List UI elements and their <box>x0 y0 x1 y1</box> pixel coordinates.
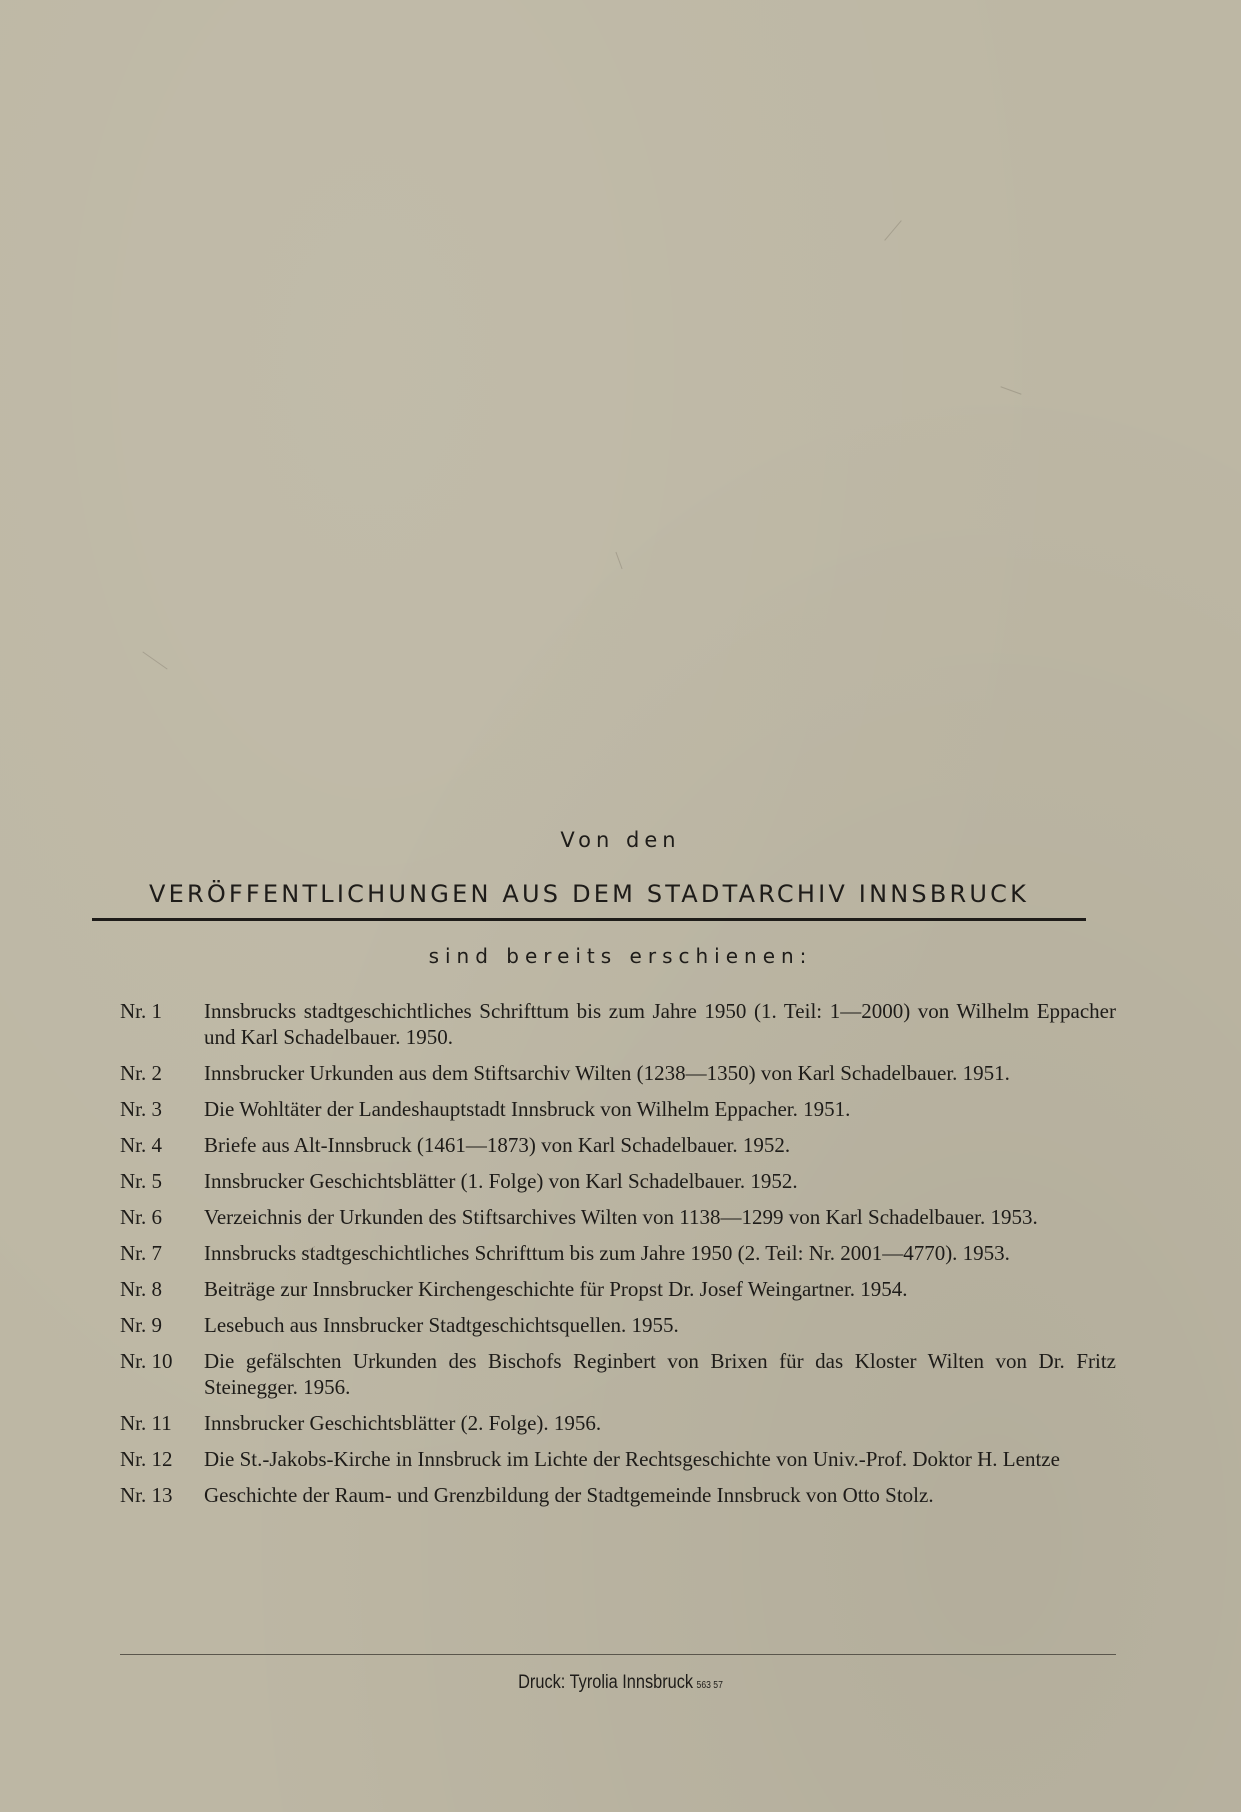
publication-item <box>120 1132 1116 1158</box>
paper-fiber <box>142 651 167 669</box>
paper-fiber <box>615 552 622 569</box>
publication-item <box>120 1204 1116 1230</box>
publication-number: Nr. 11 <box>120 1411 172 1435</box>
footer-divider <box>120 1654 1116 1655</box>
publication-item <box>120 1096 1116 1122</box>
publication-number: Nr. 4 <box>120 1133 162 1157</box>
publication-number: Nr. 3 <box>120 1097 162 1121</box>
subtitle-text: sind bereits erschienen: <box>428 944 813 968</box>
publication-number: Nr. 9 <box>120 1313 162 1337</box>
paper-fiber <box>884 220 901 241</box>
publication-number: Nr. 13 <box>120 1483 173 1507</box>
publication-number: Nr. 2 <box>120 1061 162 1085</box>
publication-title: Beiträge zur Innsbrucker Kirchengeschichte für Propst Dr. Josef Weingartner. 1954. <box>204 1277 908 1301</box>
publication-item <box>120 1410 1116 1436</box>
publication-number: Nr. 1 <box>120 999 162 1023</box>
publication-title: Geschichte der Raum- und Grenzbildung der Stadtgemeinde Innsbruck von Otto Stolz. <box>204 1483 934 1507</box>
publication-title: Verzeichnis der Urkunden des Stiftsarchives Wilten von 1138—1299 von Karl Schadelbauer. 1953. <box>204 1205 1038 1229</box>
publication-title: Die St.-Jakobs-Kirche in Innsbruck im Lichte der Rechtsgeschichte von Univ.-Prof. Doktor H. Lentze <box>204 1447 1060 1471</box>
publication-item <box>120 1276 1116 1302</box>
publication-title: Die Wohltäter der Landeshauptstadt Innsbruck von Wilhelm Eppacher. 1951. <box>204 1097 851 1121</box>
publication-title: Die gefälschten Urkunden des Bischofs Reginbert von Brixen für das Kloster Wilten von Dr. Fritz Steinegger. 1956. <box>204 1349 1116 1399</box>
publication-title: Briefe aus Alt-Innsbruck (1461—1873) von Karl Schadelbauer. 1952. <box>204 1133 791 1157</box>
publication-title: Innsbrucks stadtgeschichtliches Schrifttum bis zum Jahre 1950 (1. Teil: 1—2000) von Wilhelm Eppacher und Karl Schadelbauer. 1950. <box>204 999 1116 1049</box>
publication-item <box>120 1312 1116 1338</box>
publication-title: Innsbrucks stadtgeschichtliches Schrifttum bis zum Jahre 1950 (2. Teil: Nr. 2001—4770). 1953. <box>204 1241 1010 1265</box>
publication-item <box>120 1482 1116 1508</box>
series-title: VERÖFFENTLICHUNGEN AUS DEM STADTARCHIV INNSBRUCK <box>148 880 1030 908</box>
publication-item <box>120 1168 1116 1194</box>
printer-imprint <box>87 1672 1154 1694</box>
publication-item <box>120 1446 1116 1472</box>
publication-number: Nr. 8 <box>120 1277 162 1301</box>
publication-number: Nr. 12 <box>120 1447 173 1471</box>
intro-text: Von den <box>560 828 681 852</box>
publication-item <box>120 1240 1116 1266</box>
publication-item <box>120 1060 1116 1086</box>
printer-name: Druck: Tyrolia Innsbruck <box>518 1672 694 1693</box>
print-code: 563 57 <box>696 1680 723 1691</box>
publication-number: Nr. 10 <box>120 1349 173 1373</box>
publication-number: Nr. 7 <box>120 1241 162 1265</box>
publication-title: Innsbrucker Geschichtsblätter (1. Folge) von Karl Schadelbauer. 1952. <box>204 1169 798 1193</box>
publication-number: Nr. 6 <box>120 1205 162 1229</box>
paper-fiber <box>1000 386 1021 394</box>
publication-item <box>120 998 1116 1050</box>
publication-list <box>120 998 1116 1518</box>
publication-title: Innsbrucker Geschichtsblätter (2. Folge). 1956. <box>204 1411 602 1435</box>
publication-number: Nr. 5 <box>120 1169 162 1193</box>
title-divider <box>92 918 1086 921</box>
publication-item <box>120 1348 1116 1400</box>
publication-title: Lesebuch aus Innsbrucker Stadtgeschichtsquellen. 1955. <box>204 1313 679 1337</box>
publication-title: Innsbrucker Urkunden aus dem Stiftsarchiv Wilten (1238—1350) von Karl Schadelbauer. 1951. <box>204 1061 1010 1085</box>
